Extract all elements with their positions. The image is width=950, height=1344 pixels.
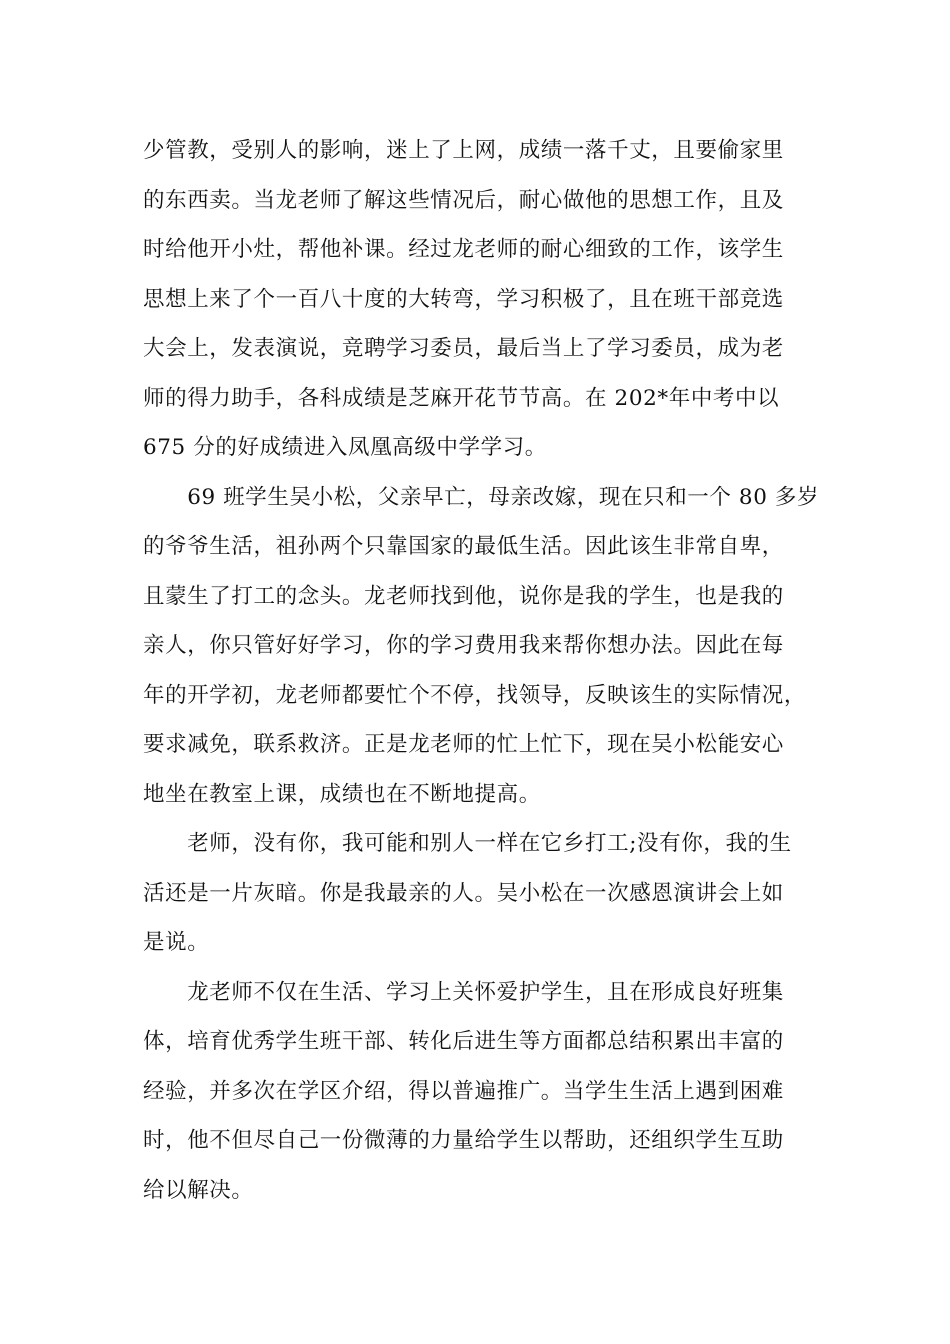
text-line: 的爷爷生活，祖孙两个只靠国家的最低生活。因此该生非常自卑， xyxy=(143,534,784,559)
text-line: 69 班学生吴小松，父亲早亡，母亲改嫁，现在只和一个 80 多岁 xyxy=(143,484,820,510)
text-line: 给以解决。 xyxy=(143,1177,254,1203)
text-line: 经验，并多次在学区介绍，得以普遍推广。当学生生活上遇到困难 xyxy=(143,1078,784,1104)
text-line: 大会上，发表演说，竞聘学习委员，最后当上了学习委员，成为老 xyxy=(143,336,784,361)
paragraph xyxy=(143,968,833,1216)
text-line: 亲人，你只管好好学习，你的学习费用我来帮你想办法。因此在每 xyxy=(143,633,784,658)
text-line: 老师，没有你，我可能和别人一样在它乡打工;没有你，我的生 xyxy=(143,831,792,856)
text-line: 体，培育优秀学生班干部、转化后进生等方面都总结积累出丰富的 xyxy=(143,1029,784,1054)
text-line: 的东西卖。当龙老师了解这些情况后，耐心做他的思想工作，且及 xyxy=(143,187,784,213)
text-line: 是说。 xyxy=(143,930,210,955)
paragraph xyxy=(143,473,833,820)
text-line: 少管教，受别人的影响，迷上了上网，成绩一落千丈，且要偷家里 xyxy=(143,138,784,163)
text-line: 时给他开小灶，帮他补课。经过龙老师的耐心细致的工作，该学生 xyxy=(143,237,784,262)
paragraph xyxy=(143,819,833,968)
paragraph xyxy=(143,126,833,473)
text-line: 要求减免，联系救济。正是龙老师的忙上忙下，现在吴小松能安心 xyxy=(143,732,784,757)
text-line: 675 分的好成绩进入凤凰高级中学学习。 xyxy=(143,435,547,460)
text-line: 年的开学初，龙老师都要忙个不停，找领导，反映该生的实际情况， xyxy=(143,682,807,708)
text-line: 活还是一片灰暗。你是我最亲的人。吴小松在一次感恩演讲会上如 xyxy=(143,880,784,906)
document-body xyxy=(143,126,833,1215)
text-line: 师的得力助手，各科成绩是芝麻开花节节高。在 202*年中考中以 xyxy=(143,385,780,411)
text-line: 思想上来了个一百八十度的大转弯，学习积极了，且在班干部竞选 xyxy=(143,286,784,312)
text-line: 且蒙生了打工的念头。龙老师找到他，说你是我的学生，也是我的 xyxy=(143,583,784,609)
text-line: 龙老师不仅在生活、学习上关怀爱护学生，且在形成良好班集 xyxy=(143,979,784,1005)
text-line: 地坐在教室上课，成绩也在不断地提高。 xyxy=(143,781,541,807)
text-line: 时，他不但尽自己一份微薄的力量给学生以帮助，还组织学生互助 xyxy=(143,1128,784,1153)
